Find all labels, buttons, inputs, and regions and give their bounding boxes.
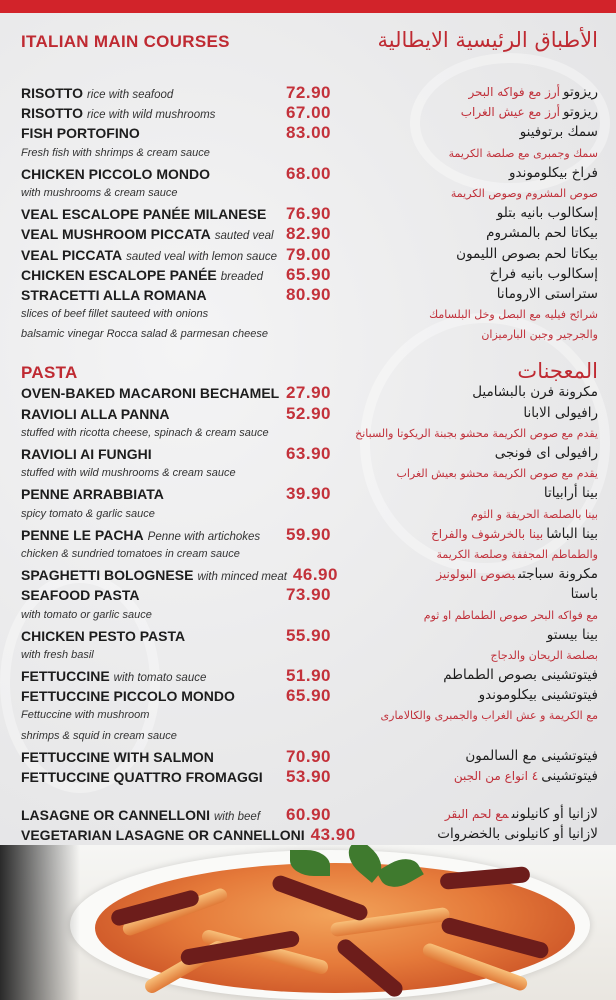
item-note: with tomato sauce bbox=[113, 672, 207, 685]
item-english bbox=[21, 767, 331, 787]
item-name-arabic-text: سمك برتوفينو bbox=[519, 124, 598, 141]
item-name-arabic bbox=[437, 826, 598, 842]
item-description-arabic: سمك وجمبرى مع صلصة الكريمة bbox=[448, 146, 598, 160]
item-name bbox=[21, 686, 235, 704]
item-name-text: RAVIOLI ALLA PANNA bbox=[21, 405, 170, 422]
item-name-arabic bbox=[445, 806, 598, 822]
menu-item bbox=[0, 285, 616, 305]
item-name bbox=[21, 666, 206, 684]
item-description-arabic: شرائح فيليه مع البصل وخل البلسامك bbox=[429, 308, 598, 322]
item-name bbox=[21, 265, 263, 283]
top-red-bar bbox=[0, 0, 616, 13]
item-description-row bbox=[0, 464, 616, 484]
item-name bbox=[21, 164, 210, 182]
section-title-arabic: المعجنات bbox=[517, 359, 598, 384]
item-note-arabic: أرز مع عيش الغراب bbox=[460, 105, 561, 120]
item-english bbox=[21, 484, 331, 504]
item-name-text: FISH PORTOFINO bbox=[21, 125, 140, 142]
item-name-arabic-text: فيتوتشينى مع السالمون bbox=[465, 747, 598, 764]
item-name-arabic bbox=[497, 286, 598, 302]
item-description-arabic: مع الكريمة و عش الغراب والجمبرى والكالامارى bbox=[380, 709, 598, 723]
item-description-arabic: يقدم مع صوص الكريمة محشو بعيش الغراب bbox=[396, 467, 598, 481]
item-english bbox=[21, 585, 331, 605]
item-name-arabic bbox=[443, 667, 598, 683]
item-name-text: FETTUCCINE WITH SALMON bbox=[21, 748, 214, 765]
menu bbox=[0, 28, 616, 864]
item-price: 46.90 bbox=[292, 565, 338, 585]
item-name bbox=[21, 444, 152, 462]
item-english bbox=[21, 686, 331, 706]
item-name-arabic bbox=[454, 768, 598, 784]
item-name-arabic-text: مكرونة فرن بالبشاميل bbox=[472, 384, 598, 401]
menu-item bbox=[0, 164, 616, 184]
item-name-arabic-text: فيتوتشينى بيكلوموندو bbox=[478, 687, 598, 704]
item-description-arabic: بصلصة الريحان والدجاج bbox=[490, 648, 598, 662]
item-price: 76.90 bbox=[285, 204, 331, 224]
item-name-arabic bbox=[468, 84, 598, 100]
item-name-arabic bbox=[436, 566, 598, 582]
item-name-arabic-text: ريزوتو bbox=[563, 104, 598, 121]
menu-item bbox=[0, 626, 616, 646]
item-description: shrimps & squid in cream sauce bbox=[21, 729, 177, 742]
item-name bbox=[21, 123, 140, 141]
item-name-arabic-text: لازانيا أو كانيلونى بالخضروات bbox=[437, 826, 598, 843]
item-name bbox=[21, 383, 279, 401]
item-name-arabic bbox=[486, 225, 598, 241]
item-price: 79.00 bbox=[285, 244, 331, 264]
section-title: ITALIAN MAIN COURSES bbox=[21, 32, 230, 51]
item-name-text: STRACETTI ALLA ROMANA bbox=[21, 286, 207, 303]
item-english bbox=[21, 747, 331, 767]
item-description-arabic: بينا بالصلصة الحريفة و الثوم bbox=[470, 507, 598, 521]
item-english bbox=[21, 825, 356, 845]
item-name-arabic-text: باستا bbox=[570, 586, 598, 603]
item-description-arabic: مع فواكه البحر صوص الطماطم او ثوم bbox=[423, 608, 598, 622]
item-name bbox=[21, 224, 274, 242]
item-note: rice with wild mushrooms bbox=[86, 109, 216, 122]
item-price: 73.90 bbox=[285, 585, 331, 605]
item-name-arabic-text: بينا الباشا bbox=[546, 525, 598, 542]
item-name-text: RISOTTO bbox=[21, 105, 83, 122]
item-description: balsamic vinegar Rocca salad & parmesan cheese bbox=[21, 328, 269, 341]
menu-item bbox=[0, 565, 616, 585]
item-price: 59.90 bbox=[285, 524, 331, 544]
section-lasagne bbox=[0, 805, 616, 845]
item-name bbox=[21, 484, 164, 502]
item-description-arabic: صوص المشروم وصوص الكريمة bbox=[450, 186, 598, 200]
item-english bbox=[21, 123, 331, 143]
section-pasta bbox=[0, 359, 616, 787]
item-english bbox=[21, 245, 331, 265]
item-name-arabic bbox=[497, 205, 598, 221]
item-name-arabic-text: فيتوتشينى bbox=[541, 768, 598, 784]
item-description: stuffed with ricotta cheese, spinach & cream sauce bbox=[21, 426, 269, 439]
item-price: 27.90 bbox=[285, 383, 331, 403]
item-name-arabic-text: مكرونة سباجتى bbox=[518, 566, 598, 583]
item-name-arabic bbox=[479, 687, 598, 703]
section-heading bbox=[0, 28, 616, 56]
item-note: sauted veal with lemon sauce bbox=[126, 250, 277, 263]
item-name-text: RAVIOLI AI FUNGHI bbox=[21, 446, 152, 462]
item-name bbox=[21, 204, 266, 222]
item-name-arabic bbox=[571, 586, 598, 602]
item-name-arabic-text: بيكاتا لحم بصوص الليمون bbox=[456, 245, 598, 262]
item-name-text: CHICKEN PESTO PASTA bbox=[21, 627, 186, 644]
item-name-text: FETTUCCINE QUATTRO FROMAGGI bbox=[21, 769, 263, 785]
item-name-arabic-text: بينا بيستو bbox=[546, 626, 598, 643]
menu-item bbox=[0, 265, 616, 285]
item-english bbox=[21, 404, 331, 424]
menu-item bbox=[0, 383, 616, 403]
item-english bbox=[21, 164, 331, 184]
menu-item bbox=[0, 204, 616, 224]
item-price: 43.90 bbox=[310, 825, 356, 845]
item-name-text: RISOTTO bbox=[21, 85, 83, 101]
item-name-arabic bbox=[509, 165, 598, 181]
item-description-row bbox=[0, 144, 616, 164]
item-description-arabic: والجرجير وجبن البارميزان bbox=[481, 328, 598, 342]
item-note-arabic: ٤ انواع من الجبن bbox=[453, 769, 539, 783]
item-name-text: SPAGHETTI BOLOGNESE bbox=[21, 567, 194, 584]
item-name-arabic-text: إسكالوب بانيه فراخ bbox=[489, 265, 598, 282]
item-note-arabic: بينا بالخرشوف والفراخ bbox=[431, 526, 544, 541]
item-name bbox=[21, 245, 277, 263]
item-name-arabic bbox=[431, 526, 598, 542]
item-description-arabic: والطماطم المجففة وصلصة الكريمة bbox=[436, 547, 598, 561]
menu-item bbox=[0, 123, 616, 143]
item-name-arabic bbox=[523, 405, 598, 421]
item-note: breaded bbox=[220, 270, 263, 283]
item-name-text: VEAL PICCATA bbox=[21, 246, 123, 263]
item-english bbox=[21, 103, 331, 123]
menu-item bbox=[0, 444, 616, 464]
item-description-row bbox=[0, 424, 616, 444]
item-price: 67.00 bbox=[285, 103, 331, 123]
item-description: Fettuccine with mushroom bbox=[21, 709, 150, 722]
menu-item bbox=[0, 805, 616, 825]
photo-shadow bbox=[0, 845, 80, 1000]
menu-item bbox=[0, 767, 616, 787]
item-price: 63.90 bbox=[285, 444, 331, 463]
item-price: 65.90 bbox=[285, 686, 331, 706]
item-note: with beef bbox=[214, 811, 261, 824]
item-name-arabic bbox=[490, 266, 598, 282]
item-english bbox=[21, 805, 331, 825]
item-price: 70.90 bbox=[285, 746, 331, 766]
item-name-arabic-text: لازانيا أو كانيلونى bbox=[511, 806, 598, 823]
item-name-text: FETTUCCINE PICCOLO MONDO bbox=[21, 688, 235, 705]
item-name bbox=[21, 767, 263, 785]
item-price: 65.90 bbox=[285, 264, 331, 284]
item-description-arabic: يقدم مع صوص الكريمة محشو بجبنة الريكوتا والسبانخ bbox=[355, 426, 598, 440]
item-name-arabic bbox=[465, 748, 598, 764]
item-price: 39.90 bbox=[285, 484, 331, 504]
item-description-row bbox=[0, 505, 616, 525]
item-note-arabic: أرز مع فواكه البحر bbox=[468, 85, 561, 99]
item-description: stuffed with wild mushrooms & cream sauce bbox=[21, 467, 236, 480]
item-name-text: CHICKEN PICCOLO MONDO bbox=[21, 165, 210, 182]
item-name-text: SEAFOOD PASTA bbox=[21, 587, 140, 604]
item-name bbox=[21, 285, 207, 303]
item-price: 82.90 bbox=[285, 224, 331, 244]
item-name-arabic bbox=[547, 627, 598, 643]
item-note: sauted veal bbox=[214, 230, 274, 243]
item-note-arabic: بصوص البولونيز bbox=[436, 567, 516, 582]
item-description-row bbox=[0, 545, 616, 565]
item-name bbox=[21, 525, 260, 543]
section-heading bbox=[0, 359, 616, 384]
menu-item bbox=[0, 245, 616, 265]
item-description-row bbox=[0, 325, 616, 345]
item-english bbox=[21, 626, 331, 646]
item-name-text: OVEN-BAKED MACARONI BECHAMEL bbox=[21, 385, 280, 402]
item-name bbox=[21, 747, 214, 765]
item-name bbox=[21, 565, 287, 583]
item-description: slices of beef fillet sauteed with onions bbox=[21, 308, 209, 321]
item-english bbox=[21, 265, 331, 285]
item-name-text: CHICKEN ESCALOPE PANÉE bbox=[21, 266, 217, 283]
item-name-arabic-text: ريزوتو bbox=[563, 84, 598, 100]
menu-item bbox=[0, 404, 616, 424]
item-name-arabic-text: فراخ بيكلوموندو bbox=[509, 164, 598, 181]
menu-item bbox=[0, 666, 616, 686]
item-english bbox=[21, 525, 331, 545]
item-name-text: PENNE ARRABBIATA bbox=[21, 486, 164, 503]
item-description: chicken & sundried tomatoes in cream sauce bbox=[21, 547, 240, 560]
item-name-arabic bbox=[520, 124, 598, 140]
item-description: Fresh fish with shrimps & cream sauce bbox=[21, 146, 210, 159]
item-name-text: PENNE LE PACHA bbox=[21, 526, 144, 543]
item-description: spicy tomato & garlic sauce bbox=[21, 507, 155, 520]
item-price: 80.90 bbox=[285, 284, 331, 304]
menu-item bbox=[0, 525, 616, 545]
menu-item bbox=[0, 224, 616, 244]
item-note: Penne with artichokes bbox=[147, 530, 261, 543]
item-description-row bbox=[0, 184, 616, 204]
item-price: 55.90 bbox=[285, 625, 331, 645]
item-name-arabic bbox=[456, 246, 598, 262]
item-name-arabic-text: بينا أرابياتا bbox=[543, 485, 598, 502]
item-note: with minced meat bbox=[197, 571, 287, 584]
menu-item bbox=[0, 83, 616, 103]
item-price: 51.90 bbox=[285, 666, 331, 686]
item-english bbox=[21, 285, 331, 305]
item-name-text: LASAGNE OR CANNELLONI bbox=[21, 807, 210, 824]
item-price: 52.90 bbox=[285, 403, 331, 423]
item-description-row bbox=[0, 706, 616, 726]
section-title: PASTA bbox=[21, 363, 78, 383]
item-description-row bbox=[0, 646, 616, 666]
item-name-text: VEAL ESCALOPE PANÉE MILANESE bbox=[21, 206, 267, 223]
pasta-photo bbox=[0, 845, 616, 1000]
item-name-arabic bbox=[544, 485, 598, 501]
menu-item bbox=[0, 585, 616, 605]
item-name bbox=[21, 825, 305, 843]
item-name bbox=[21, 626, 185, 644]
item-name bbox=[21, 585, 140, 603]
item-english bbox=[21, 383, 331, 403]
item-name-arabic-text: ستراستى الارومانا bbox=[496, 285, 598, 302]
item-description: with fresh basil bbox=[21, 648, 94, 661]
menu-item bbox=[0, 686, 616, 706]
item-name-arabic-text: فيتوتشينى بصوص الطماطم bbox=[443, 667, 598, 684]
menu-item bbox=[0, 103, 616, 123]
item-english bbox=[21, 666, 331, 686]
item-name bbox=[21, 805, 260, 823]
item-name bbox=[21, 103, 215, 121]
menu-item bbox=[0, 747, 616, 767]
item-description-row bbox=[0, 305, 616, 325]
item-name-text: FETTUCCINE bbox=[21, 668, 110, 685]
item-english bbox=[21, 565, 338, 585]
item-name bbox=[21, 83, 173, 101]
item-english bbox=[21, 83, 331, 103]
item-name-arabic bbox=[461, 104, 598, 120]
item-description-row bbox=[0, 606, 616, 626]
item-description: with tomato or garlic sauce bbox=[21, 608, 152, 621]
item-name-arabic-text: رافيولى اى فونجى bbox=[494, 445, 598, 461]
item-note: rice with seafood bbox=[86, 89, 174, 101]
item-price: 68.00 bbox=[285, 163, 331, 183]
item-price: 60.90 bbox=[285, 805, 331, 825]
item-english bbox=[21, 444, 331, 464]
item-name-text: VEGETARIAN LASAGNE OR CANNELLONI bbox=[21, 827, 305, 844]
item-name-arabic-text: إسكالوب بانيه بتلو bbox=[496, 205, 598, 222]
item-name-arabic bbox=[472, 384, 598, 400]
item-note-arabic: مع لحم البقر bbox=[444, 807, 509, 822]
item-description-row bbox=[0, 727, 616, 747]
item-name-arabic-text: بيكاتا لحم بالمشروم bbox=[486, 225, 598, 242]
item-name-text: VEAL MUSHROOM PICCATA bbox=[21, 226, 211, 243]
item-description: with mushrooms & cream sauce bbox=[21, 186, 178, 199]
item-price: 53.90 bbox=[285, 767, 331, 786]
item-price: 72.90 bbox=[285, 83, 331, 102]
item-english bbox=[21, 224, 331, 244]
section-title-arabic: الأطباق الرئيسية الايطالية bbox=[377, 28, 598, 52]
menu-item bbox=[0, 484, 616, 504]
item-english bbox=[21, 204, 331, 224]
item-price: 83.00 bbox=[285, 123, 331, 143]
item-name-arabic-text: رافيولى الابانا bbox=[523, 404, 598, 421]
item-name-arabic bbox=[495, 445, 598, 461]
item-name bbox=[21, 404, 170, 422]
menu-item bbox=[0, 825, 616, 845]
section-main bbox=[0, 28, 616, 345]
